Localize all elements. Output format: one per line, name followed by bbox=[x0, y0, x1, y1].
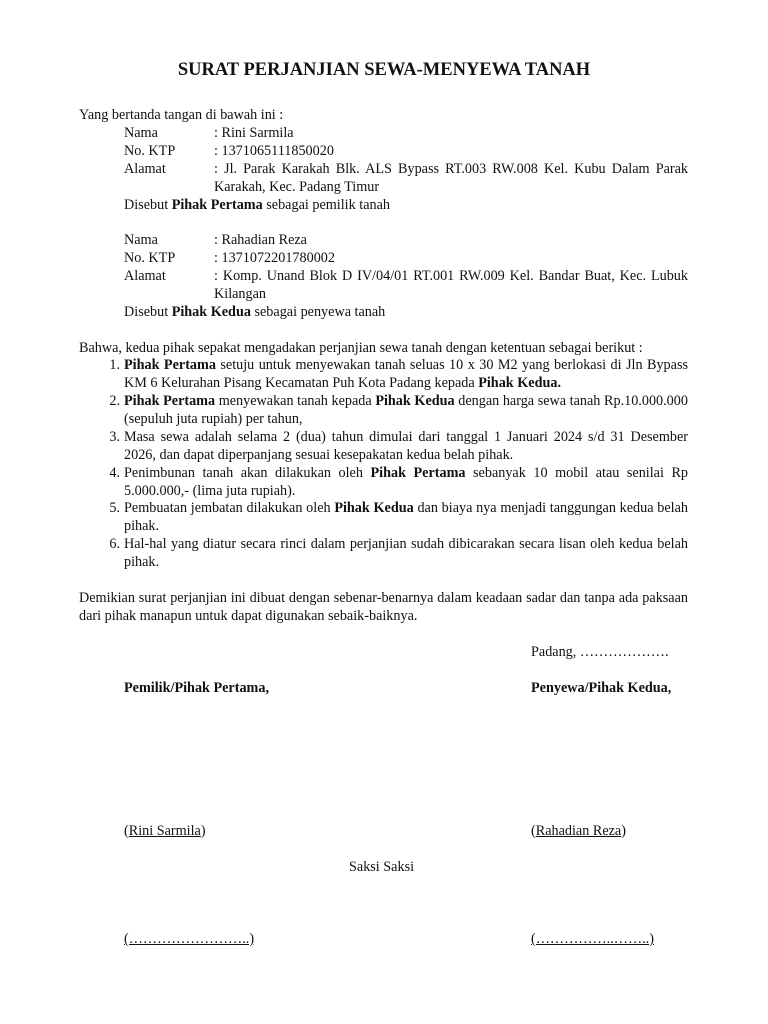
witness-title: Saksi Saksi bbox=[349, 859, 415, 875]
signature-right-title: Penyewa/Pihak Kedua, bbox=[531, 680, 672, 696]
party1-role-bold: Pihak Pertama bbox=[171, 197, 263, 213]
clause-5-text-a: Pembuatan jembatan dilakukan oleh bbox=[124, 500, 335, 516]
clause-number: 1. bbox=[109, 357, 120, 373]
clause-2-text-a: menyewakan tanah kepada bbox=[215, 393, 376, 409]
clause-1 bbox=[124, 356, 688, 392]
intro-text: Yang bertanda tangan di bawah ini : bbox=[79, 107, 284, 123]
party1-name-value: : Rini Sarmila bbox=[214, 125, 294, 141]
clause-4-text-b: sebanyak 10 mobil atau senilai Rp 5.000.000,- (lima juta rupiah). bbox=[124, 465, 688, 499]
party2-address-label: Alamat bbox=[124, 268, 166, 284]
party2-role bbox=[124, 303, 385, 321]
clause-1-bold-a: Pihak Pertama bbox=[124, 357, 216, 373]
party2-ktp-label: No. KTP bbox=[124, 250, 176, 266]
clause-number: 5. bbox=[109, 500, 120, 516]
party1-ktp-value: : 1371065111850020 bbox=[214, 143, 334, 159]
closing-paragraph: Demikian surat perjanjian ini dibuat dengan sebenar-benarnya dalam keadaan sadar dan tanpa ada paksaan dari pihak manapun untuk dapat digunakan sebaik-baiknya. bbox=[79, 590, 688, 624]
party2-role-suffix: sebagai penyewa tanah bbox=[250, 304, 386, 320]
place-date: Padang, ………………. bbox=[531, 644, 669, 660]
party1-address-label: Alamat bbox=[124, 161, 166, 177]
clause-1-bold-b: Pihak Kedua. bbox=[478, 375, 561, 391]
party2-name-value: : Rahadian Reza bbox=[214, 232, 307, 248]
party1-address-value: : Jl. Parak Karakah Blk. ALS Bypass RT.003 RW.008 Kel. Kubu Dalam Parak Karakah, Kec. Padang Timur bbox=[214, 161, 688, 195]
signature-left-name: (Rini Sarmila) bbox=[124, 823, 206, 839]
clause-2-text-b: dengan harga sewa tanah Rp.10.000.000 (sepuluh juta rupiah) per tahun, bbox=[124, 393, 688, 427]
clause-5-text-b: dan biaya nya menjadi tanggungan kedua belah pihak. bbox=[124, 500, 688, 534]
clause-4-bold: Pihak Pertama bbox=[370, 465, 466, 481]
clause-number: 6. bbox=[109, 536, 120, 552]
party1-role-suffix: sebagai pemilik tanah bbox=[262, 197, 390, 213]
witness-left-signature: (……………………..) bbox=[124, 931, 255, 947]
clause-number: 2. bbox=[109, 393, 120, 409]
party1-role bbox=[124, 196, 390, 214]
party2-role-prefix: Disebut bbox=[124, 304, 172, 320]
party1-name-label: Nama bbox=[124, 125, 158, 141]
clause-2-bold-b: Pihak Kedua bbox=[375, 393, 455, 409]
clause-number: 3. bbox=[109, 429, 120, 445]
clause-4 bbox=[124, 464, 688, 500]
clause-5 bbox=[124, 499, 688, 535]
clause-3: Masa sewa adalah selama 2 (dua) tahun dimulai dari tanggal 1 Januari 2024 s/d 31 Desember 2026, dan dapat diperpanjang sesuai kesepakatan kedua belah pihak. bbox=[124, 429, 688, 463]
party2-ktp-value: : 1371072201780002 bbox=[214, 250, 335, 266]
signature-right-name: (Rahadian Reza) bbox=[531, 823, 626, 839]
party2-role-bold: Pihak Kedua bbox=[171, 304, 251, 320]
witness-right-signature: (……………..……..) bbox=[531, 931, 654, 947]
clause-5-bold: Pihak Kedua bbox=[334, 500, 414, 516]
party2-name-label: Nama bbox=[124, 232, 158, 248]
clause-6: Hal-hal yang diatur secara rinci dalam perjanjian sudah dibicarakan secara lisan oleh kedua belah pihak. bbox=[124, 536, 688, 570]
clause-1-text-a: setuju untuk menyewakan tanah seluas 10 x 30 M2 yang berlokasi di Jln Bypass KM 6 Kelurahan Pisang Kecamatan Puh Kota Padang kepada bbox=[124, 357, 688, 391]
clause-4-text-a: Penimbunan tanah akan dilakukan oleh bbox=[124, 465, 371, 481]
party2-address-value: : Komp. Unand Blok D IV/04/01 RT.001 RW.009 Kel. Bandar Buat, Kec. Lubuk Kilangan bbox=[214, 268, 688, 302]
party1-role-prefix: Disebut bbox=[124, 197, 172, 213]
party1-ktp-label: No. KTP bbox=[124, 143, 176, 159]
clause-2-bold-a: Pihak Pertama bbox=[124, 393, 216, 409]
clause-number: 4. bbox=[109, 465, 120, 481]
clause-2 bbox=[124, 392, 688, 428]
document-title: SURAT PERJANJIAN SEWA-MENYEWA TANAH bbox=[177, 60, 591, 80]
signature-right-name-text: Rahadian Reza bbox=[535, 823, 622, 839]
signature-left-title: Pemilik/Pihak Pertama, bbox=[124, 680, 270, 696]
agreement-intro: Bahwa, kedua pihak sepakat mengadakan perjanjian sewa tanah dengan ketentuan sebagai berikut : bbox=[79, 340, 643, 356]
signature-left-name-text: Rini Sarmila bbox=[128, 823, 201, 839]
